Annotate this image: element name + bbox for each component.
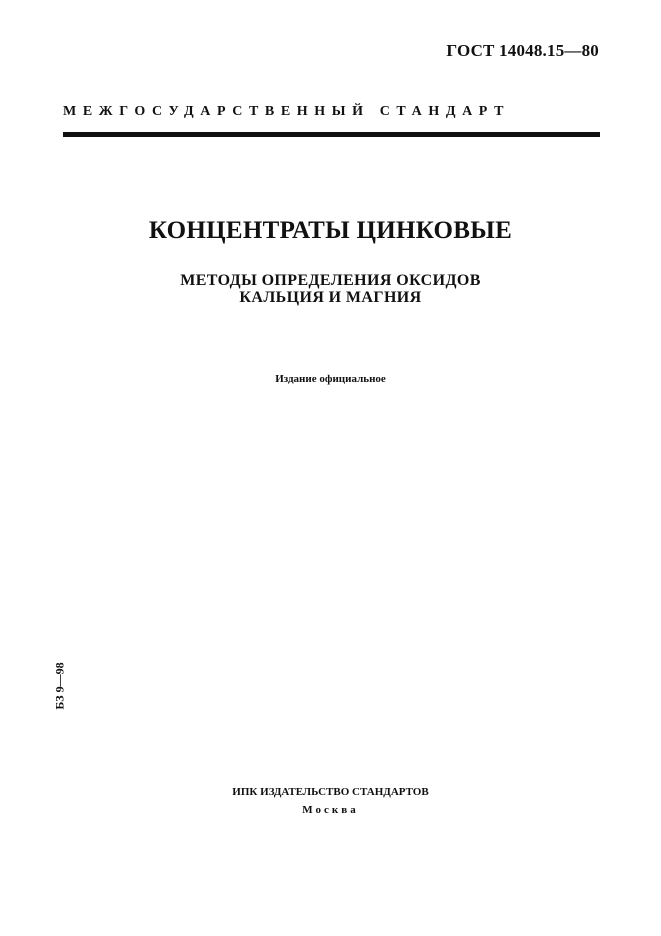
side-catalog-code: БЗ 9—98: [52, 662, 67, 710]
subtitle-line-2: КАЛЬЦИЯ И МАГНИЯ: [239, 289, 422, 306]
publisher-name: ИПК ИЗДАТЕЛЬСТВО СТАНДАРТОВ: [232, 786, 429, 798]
document-title: КОНЦЕНТРАТЫ ЦИНКОВЫЕ: [148, 217, 513, 244]
standard-number: ГОСТ 14048.15—80: [446, 41, 599, 60]
document-subtitle: [0, 272, 661, 306]
publisher-city: Москва: [302, 804, 359, 816]
header-rule-line: [63, 132, 600, 137]
interstate-standard-caption: МЕЖГОСУДАРСТВЕННЫЙ СТАНДАРТ: [63, 104, 511, 119]
edition-note: Издание официальное: [275, 373, 386, 385]
subtitle-line-1: МЕТОДЫ ОПРЕДЕЛЕНИЯ ОКСИДОВ: [180, 272, 481, 289]
